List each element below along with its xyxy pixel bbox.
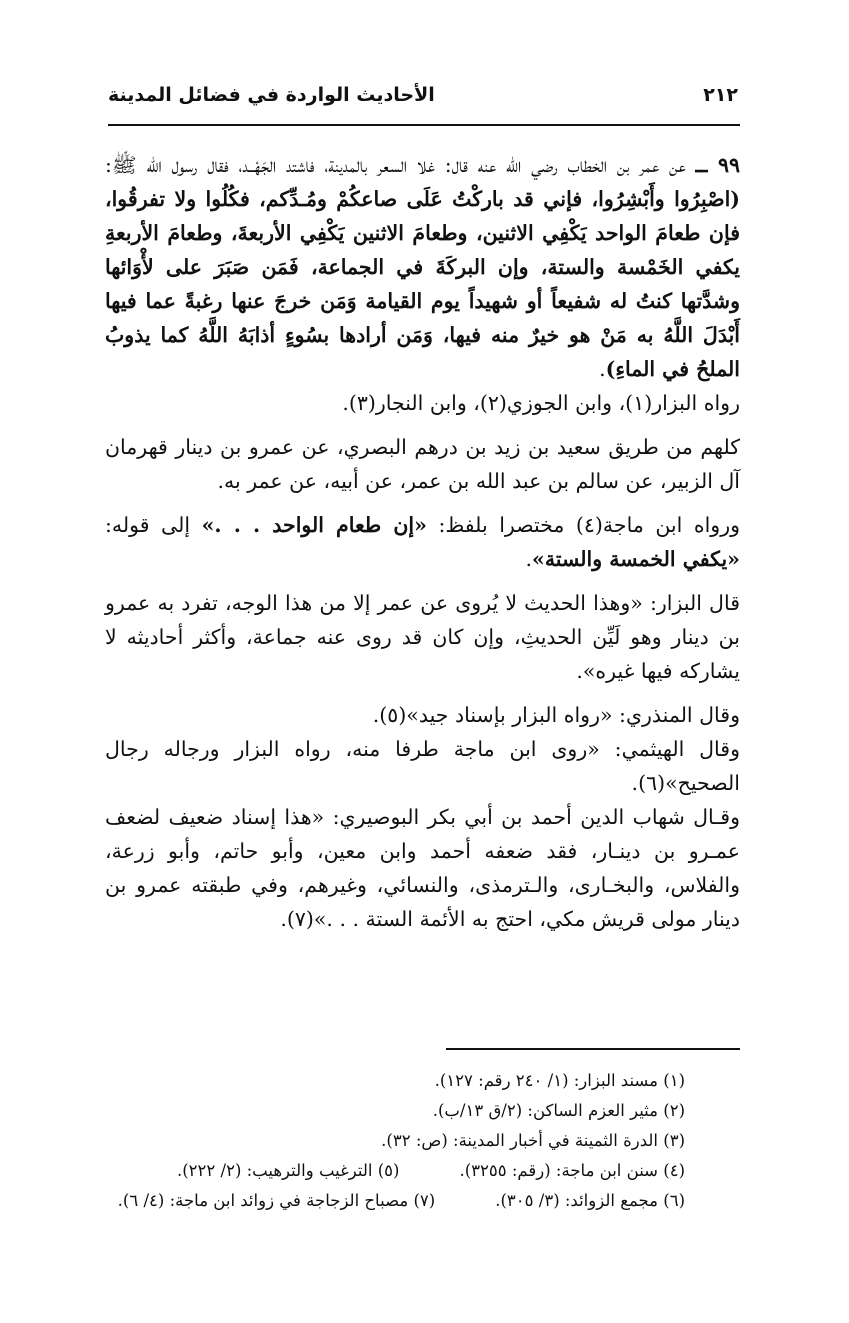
running-header [108, 84, 738, 114]
running-title: الأحاديث الواردة في فضائل المدينة [108, 84, 435, 106]
mundhiri-comment: وقال المنذري: «رواه البزار بإسناد جيد»(٥). [372, 703, 740, 727]
footnote-2: (٢) مثير العزم الساكن: (٢/ق ١٣/ب). [432, 1101, 685, 1120]
hadith-intro: عن عمر بن الخطاب رضي الله عنه قال: غلا السعر بالمدينة، فاشتد الجَهْــد، فقال رسول الله ﷺ: [105, 153, 696, 177]
ibn-majah-quote-start: «إن طعام الواحد . . .» [201, 513, 427, 537]
footnote-line [105, 1126, 685, 1156]
footnote-5: (٥) الترغيب والترهيب: (٢/ ٢٢٢). [176, 1161, 400, 1180]
ibn-majah-end: . [525, 547, 532, 571]
busiri-comment: وقـال شهاب الدين أحمد بن أبي بكر البوصيري: «هذا إسناد ضعيف لضعف عمـرو بن دينـار، فقد ضعفه أحمد وابن معين، وأبو حاتم، وأبو زرعة، والفلاس، والبخـارى، والـترمذى، والنسائي، وغيرهم، وفي طبقته عمرو بن دينار مولى قريش مكي، احتج به الأئمة الستة . . .»(٧). [105, 805, 740, 931]
footnote-line [105, 1096, 685, 1126]
footnote-line [105, 1066, 685, 1096]
narrators-paragraph: رواه البزار(١)، وابن الجوزي(٢)، وابن النجار(٣). [342, 391, 740, 415]
footnote-6: (٦) مجمع الزوائد: (٣/ ٣٠٥). [495, 1191, 685, 1210]
footnote-3: (٣) الدرة الثمينة في أخبار المدينة: (ص: ٣٢). [381, 1131, 685, 1150]
footnote-line [105, 1186, 685, 1216]
hadith-text: (اصْبِرُوا وأَبْشِرُوا، فإني قد باركْتُ عَلَى صاعكُمْ ومُـدِّكم، فكُلُوا ولا تفرقُوا، فإن طعامَ الواحد يَكْفِي الاثنين، وطعامَ الاثنين يَكْفِي الأربعةَ، وطعامَ الأربعةِ يكفي الخَمْسة والستة، وإن البركَةَ في الجماعة، فَمَن صَبَرَ على لأْوَائها وشدَّتها كنتُ له شفيعاً أو شهيداً يوم القيامة وَمَن خرجَ عنها رغبةً عما فيها أَبْدَلَ اللَّهُ به مَنْ هو خيرٌ منه فيها، وَمَن أرادها بسُوءٍ أذابَهُ اللَّهُ كما يذوبُ الملحُ في الماءِ) [105, 187, 740, 381]
footnote-1: (١) مسند البزار: (١/ ٢٤٠ رقم: ١٢٧). [434, 1071, 685, 1090]
footnote-rule [446, 1048, 740, 1050]
chain-paragraph: كلهم من طريق سعيد بن زيد بن درهم البصري، عن عمرو بن دينار قهرمان آل الزبير، عن سالم بن عبد الله بن عمر، عن أبيه، عن عمر به. [105, 435, 740, 493]
page-number: ٢١٢ [703, 84, 738, 106]
ibn-majah-to: إلى قوله: [105, 513, 202, 537]
ibn-majah-quote-end: «يكفي الخمسة والستة» [532, 547, 740, 571]
hadith-number: ٩٩ ــ [695, 153, 740, 177]
hadith-end: . [599, 357, 606, 381]
footnote-4: (٤) سنن ابن ماجة: (رقم: ٣٢٥٥). [459, 1161, 685, 1180]
ibn-majah-lead: ورواه ابن ماجة(٤) مختصرا بلفظ: [426, 513, 740, 537]
haythami-comment: وقال الهيثمي: «روى ابن ماجة طرفا منه، رواه البزار ورجاله رجال الصحيح»(٦). [105, 737, 740, 795]
footnotes [105, 1066, 685, 1216]
main-text [105, 148, 740, 936]
footnote-7: (٧) مصباح الزجاجة في زوائد ابن ماجة: (٤/ ٦). [117, 1191, 436, 1210]
header-rule [108, 124, 740, 126]
hadith-paragraph [105, 148, 740, 386]
bazzar-comment: قال البزار: «وهذا الحديث لا يُروى عن عمر إلا من هذا الوجه، تفرد به عمرو بن دينار وهو لَيِّن الحديثِ، وإن كان قد روى عنه جماعة، وأكثر أحاديثه لا يشاركه فيها غيره». [105, 591, 740, 683]
footnote-line [105, 1156, 685, 1186]
ibn-majah-paragraph [105, 508, 740, 576]
